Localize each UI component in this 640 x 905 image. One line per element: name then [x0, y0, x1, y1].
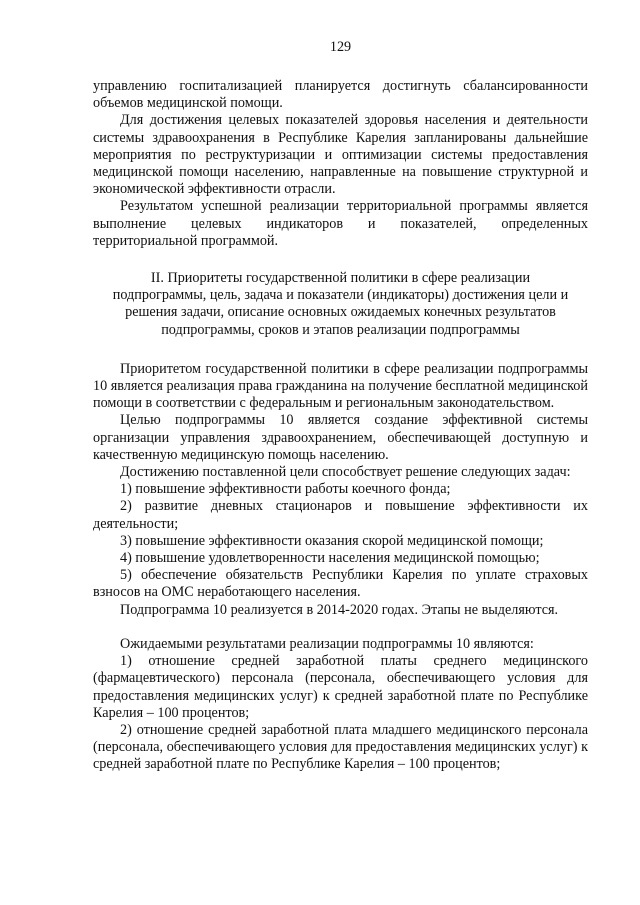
section-heading-line: II. Приоритеты государственной политики в сфере реализации	[150, 270, 531, 287]
paragraph-continuation: управлению госпитализацией планируется достигнуть сбалансированности объемов медицинской помощи.	[93, 78, 588, 112]
section-heading	[93, 270, 588, 339]
section-heading-line: подпрограммы, цель, задача и показатели (индикаторы) достижения цели и	[112, 287, 569, 304]
section-heading-line: решения задачи, описание основных ожидаемых конечных результатов	[125, 304, 556, 321]
result-item: 1) отношение средней заработной платы среднего медицинского (фармацевтического) персонала (персонала, обеспечивающего условия для предоставления медицинских услуг) к средней заработной плате по Республике Карелия – 100 процентов;	[93, 653, 588, 721]
page-number: 129	[329, 39, 352, 55]
paragraph-gap	[93, 619, 588, 636]
task-item: 5) обеспечение обязательств Республики Карелия по уплате страховых взносов на ОМС неработающего населения.	[93, 567, 588, 601]
result-item: 2) отношение средней заработной плата младшего медицинского персонала (персонала, обеспечивающего условия для предоставления медицинских услуг) к средней заработной плате по Республике Карелия – 100 процентов;	[93, 721, 588, 773]
paragraph-goal: Целью подпрограммы 10 является создание эффективной системы организации управления здравоохранением, обеспечивающей доступную и качественную медицинскую помощь населению.	[93, 412, 588, 463]
task-item: 2) развитие дневных стационаров и повышение эффективности их деятельности;	[93, 498, 588, 532]
paragraph-priority: Приоритетом государственной политики в сфере реализации подпрограммы 10 является реализация права гражданина на получение бесплатной медицинской помощи в соответствии с федеральным и региональным законодательством.	[93, 360, 588, 412]
paragraph-tasks-intro: Достижению поставленной цели способствует решение следующих задач:	[120, 464, 571, 481]
paragraph-period: Подпрограмма 10 реализуется в 2014-2020 годах. Этапы не выделяются.	[120, 601, 559, 618]
paragraph-results-intro: Ожидаемыми результатами реализации подпрограммы 10 являются:	[120, 635, 534, 652]
task-item: 1) повышение эффективности работы коечного фонда;	[120, 481, 451, 498]
task-item: 3) повышение эффективности оказания скорой медицинской помощи;	[120, 532, 544, 549]
section-heading-line: подпрограммы, сроков и этапов реализации подпрограммы	[161, 321, 520, 338]
task-item: 4) повышение удовлетворенности населения медицинской помощью;	[120, 550, 540, 567]
paragraph-result: Результатом успешной реализации территориальной программы является выполнение целевых индикаторов и показателей, определенных территориальной программой.	[93, 198, 588, 249]
paragraph-targets: Для достижения целевых показателей здоровья населения и деятельности системы здравоохранения в Республике Карелия запланированы дальнейшие мероприятия по реструктуризации и оптимизации системы предоставления медицинской помощи населению, направленные на повышение структурной и экономической эффективности отрасли.	[93, 112, 588, 198]
